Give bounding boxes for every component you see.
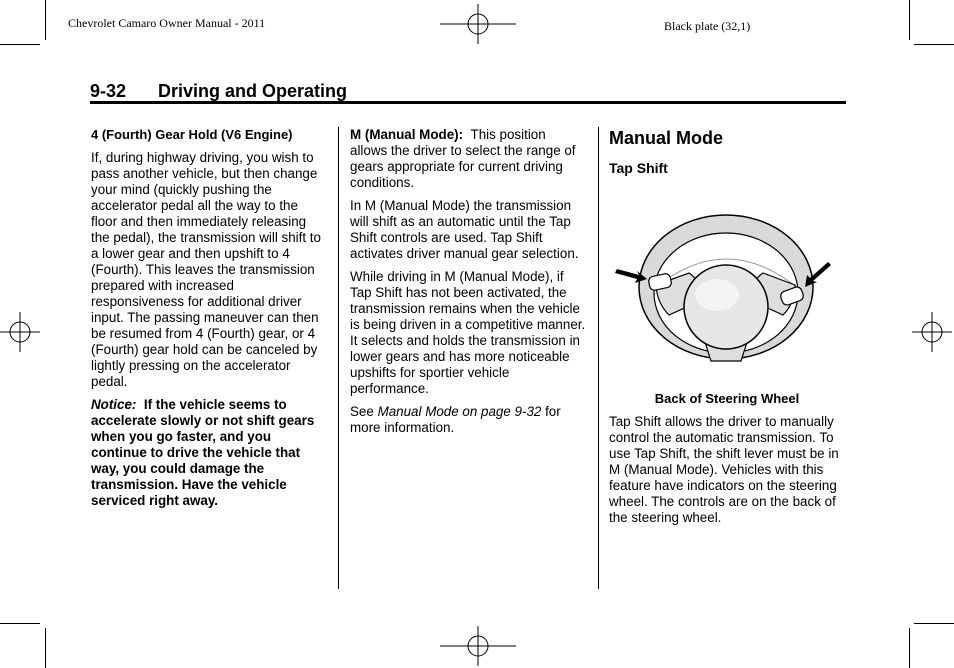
- manual-mode-text: This position allows the driver to select the range of gears appropriate for current driving conditions.: [350, 127, 576, 190]
- see-suffix: for more information.: [350, 404, 561, 435]
- manual-mode-heading: Manual Mode: [609, 128, 724, 148]
- notice-label: Notice:: [91, 397, 137, 412]
- subhead-fourth-gear-hold: 4 (Fourth) Gear Hold (V6 Engine): [91, 127, 293, 142]
- notice-text: If the vehicle seems to accelerate slowly or not shift gears when you go faster, and you continue to drive the vehicle that way, you could damage the transmission. Have the vehicle serviced right away.: [91, 397, 315, 508]
- page-number: 9-32: [90, 81, 127, 101]
- see-prefix: See: [350, 404, 374, 419]
- paragraph-passing: If, during highway driving, you wish to pass another vehicle, but then change your mind (quickly pushing the accelerator pedal all the way to the floor and then immediately releasing the pedal), the transmission will shift to a lower gear and then upshift to 4 (Fourth). This leaves the transmission prepared with increased responsiveness for additional driver input. The passing maneuver can then be resumed from 4 (Fourth) gear, or 4 (Fourth) gear hold can be canceled by lightly pressing on the accelerator pedal.: [91, 150, 321, 389]
- section-title: Driving and Operating: [158, 81, 348, 101]
- tap-shift-heading: Tap Shift: [609, 160, 668, 176]
- column-1: [91, 127, 327, 516]
- column-divider-1: [338, 127, 339, 589]
- header-rule: [90, 101, 846, 104]
- manual-title: Chevrolet Camaro Owner Manual - 2011: [68, 16, 266, 30]
- column-2: [350, 127, 586, 443]
- column-divider-2: [598, 127, 599, 589]
- figure-caption: Back of Steering Wheel: [654, 391, 800, 406]
- registration-mark-bottom: [440, 626, 516, 666]
- paragraph-tap-shift: Tap Shift allows the driver to manually control the automatic transmission. To use Tap Shift, the shift lever must be in M (Manual Mode). Vehicles with this feature have indicators on the steering wheel. The controls are on the back of the steering wheel.: [609, 414, 839, 525]
- manual-mode-label: M (Manual Mode):: [350, 127, 464, 142]
- cross-reference: [350, 404, 586, 436]
- manual-mode-definition: [350, 127, 586, 191]
- column-3: [609, 127, 845, 533]
- registration-mark-top: [440, 4, 516, 44]
- paragraph-tap-shift-activation: In M (Manual Mode) the transmission will shift as an automatic until the Tap Shift controls are used. Tap Shift activates driver manual gear selection.: [350, 198, 579, 261]
- registration-mark-right: [912, 312, 952, 352]
- plate-label: Black plate (32,1): [664, 19, 751, 33]
- see-reference-link[interactable]: Manual Mode on page 9-32: [377, 404, 542, 419]
- registration-mark-left: [0, 312, 40, 352]
- steering-wheel-illustration: [609, 189, 845, 387]
- notice-paragraph: [91, 397, 327, 509]
- paragraph-competitive-driving: While driving in M (Manual Mode), if Tap Shift has not been activated, the transmission remains when the vehicle is being driven in a competitive manner. It selects and holds the transmission in lower gears and has more noticeable upshifts for sportier vehicle performance.: [350, 269, 586, 396]
- running-head: [90, 80, 846, 102]
